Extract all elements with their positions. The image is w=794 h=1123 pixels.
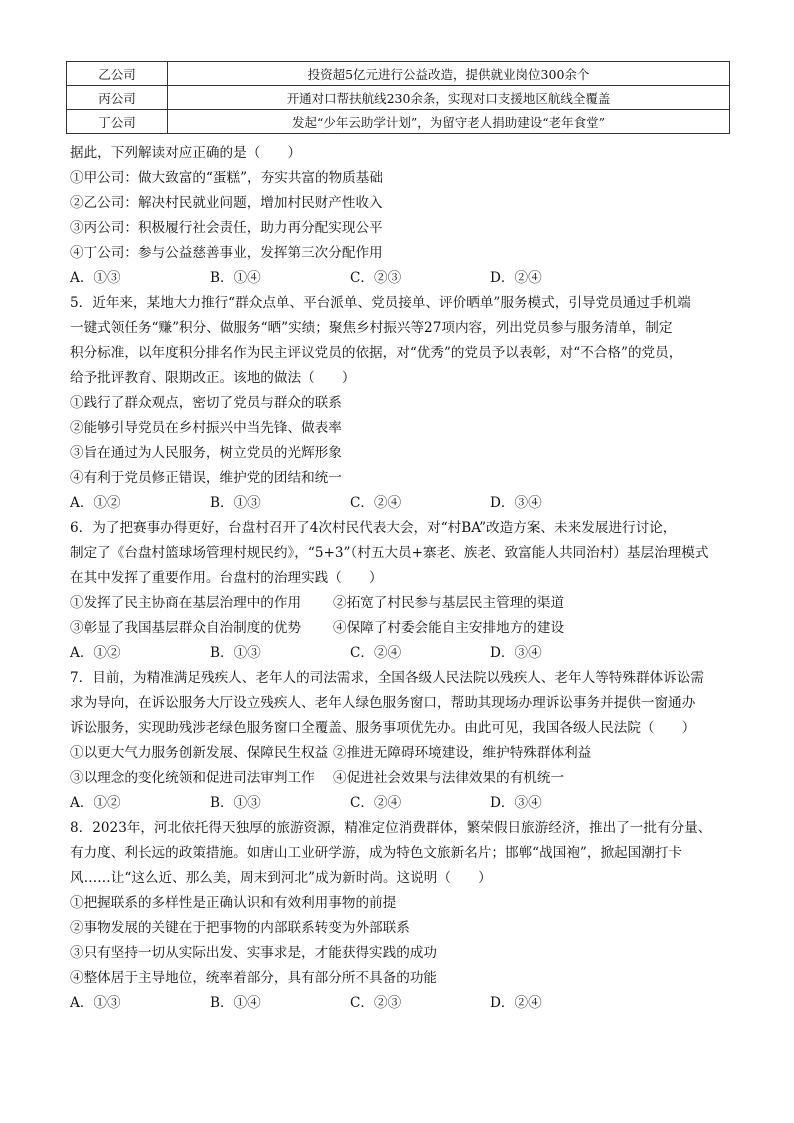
q4-statement-1: ①甲公司：做大致富的“蛋糕”，夯实共富的物质基础 xyxy=(70,170,383,186)
q7-stem-line-2: 求为导向，在诉讼服务大厅设立残疾人、老年人绿色服务窗口，帮助其现场办理诉讼事务并提供一窗通办 xyxy=(70,695,696,711)
q6-statements-row-2 xyxy=(70,616,738,641)
q6-statement-3: ③彰显了我国基层群众自治制度的优势 xyxy=(70,620,302,636)
q7-statement-4: ④促进社会效果与法律效果的有机统一 xyxy=(333,770,565,786)
option-b[interactable]: B．①③ xyxy=(210,495,261,511)
q7-stem-line-3: 诉讼服务，实现助残涉老绿色服务窗口全覆盖、服务事项优先办。由此可见，我国各级人民法院（ ） xyxy=(70,720,696,736)
company-desc: 开通对口帮扶航线230余条，实现对口支援地区航线全覆盖 xyxy=(168,86,730,110)
option-b[interactable]: B．①③ xyxy=(210,795,261,811)
table-row xyxy=(67,62,730,86)
q6-options xyxy=(70,641,738,666)
questions xyxy=(70,141,738,1016)
q7-statement-1: ①以更大气力服务创新发展、保障民生权益 xyxy=(70,745,329,761)
q7-statement-3: ③以理念的变化统领和促进司法审判工作 xyxy=(70,770,315,786)
q5-stem-line-3: 积分标准，以年度积分排名作为民主评议党员的依据，对“优秀”的党员予以表彰，对“不合格”的党员， xyxy=(70,345,683,361)
company-desc: 发起“少年云助学计划”，为留守老人捐助建设“老年食堂” xyxy=(168,110,730,134)
company-name: 丁公司 xyxy=(67,110,168,134)
q6-stem-line-3: 在其中发挥了重要作用。台盘村的治理实践（ ） xyxy=(70,570,383,586)
q4-statement-4: ④丁公司：参与公益慈善事业，发挥第三次分配作用 xyxy=(70,245,383,261)
option-d[interactable]: D．②④ xyxy=(490,995,542,1011)
q5-stem-line-2: 一键式领任务“赚”积分、做服务“晒”实绩；聚焦乡村振兴等27项内容，列出党员参与服务清单，制定 xyxy=(70,320,673,336)
q8-statement-3: ③只有坚持一切从实际出发、实事求是，才能获得实践的成功 xyxy=(70,945,438,961)
q5-statement-4: ④有利于党员修正错误，维护党的团结和统一 xyxy=(70,470,342,486)
q5-stem-line-1: 5．近年来，某地大力推行“群众点单、平台派单、党员接单、评价晒单”服务模式，引导党员通过手机端 xyxy=(70,295,691,311)
company-name: 丙公司 xyxy=(67,86,168,110)
option-c[interactable]: C．②④ xyxy=(350,495,402,511)
option-b[interactable]: B．①③ xyxy=(210,645,261,661)
q7-statements-row-2 xyxy=(70,766,738,791)
option-c[interactable]: C．②④ xyxy=(350,795,402,811)
q5-statement-3: ③旨在通过为人民服务，树立党员的光辉形象 xyxy=(70,445,342,461)
q6-stem-line-1: 6．为了把赛事办得更好，台盘村召开了4次村民代表大会，对“村BA”改造方案、未来发展进行讨论， xyxy=(70,520,677,536)
table-row xyxy=(67,110,730,134)
q5-stem-line-4: 给予批评教育、限期改正。该地的做法（ ） xyxy=(70,370,356,386)
option-b[interactable]: B．①④ xyxy=(210,270,261,286)
option-d[interactable]: D．③④ xyxy=(490,495,542,511)
option-d[interactable]: D．②④ xyxy=(490,270,542,286)
q8-statement-4: ④整体居于主导地位，统率着部分，具有部分所不具备的功能 xyxy=(70,970,438,986)
option-c[interactable]: C．②③ xyxy=(350,995,402,1011)
option-d[interactable]: D．③④ xyxy=(490,795,542,811)
q4-options xyxy=(70,266,738,291)
company-table xyxy=(66,61,730,134)
option-c[interactable]: C．②③ xyxy=(350,270,402,286)
company-desc: 投资超5亿元进行公益改造，提供就业岗位300余个 xyxy=(168,62,730,86)
option-a[interactable]: A．①③ xyxy=(70,995,121,1011)
q6-statement-4: ④保障了村委会能自主安排地方的建设 xyxy=(333,620,565,636)
q6-statement-2: ②拓宽了村民参与基层民主管理的渠道 xyxy=(333,595,565,611)
q7-statements-row-1 xyxy=(70,741,738,766)
q4-statement-2: ②乙公司：解决村民就业问题，增加村民财产性收入 xyxy=(70,195,383,211)
q8-statement-1: ①把握联系的多样性是正确认识和有效利用事物的前提 xyxy=(70,895,397,911)
q4-stem: 据此，下列解读对应正确的是（ ） xyxy=(70,145,302,161)
option-b[interactable]: B．①④ xyxy=(210,995,261,1011)
q6-stem-line-2: 制定了《台盘村篮球场管理村规民约》，“5+3”（村五大员+寨老、族老、致富能人共同治村）基层治理模式 xyxy=(70,545,709,561)
q4-statement-3: ③丙公司：积极履行社会责任，助力再分配实现公平 xyxy=(70,220,383,236)
q8-options xyxy=(70,991,738,1016)
q5-statement-2: ②能够引导党员在乡村振兴中当先锋、做表率 xyxy=(70,420,342,436)
q8-statement-2: ②事物发展的关键在于把事物的内部联系转变为外部联系 xyxy=(70,920,410,936)
q5-statement-1: ①践行了群众观点，密切了党员与群众的联系 xyxy=(70,395,342,411)
q7-stem-line-1: 7．目前，为精准满足残疾人、老年人的司法需求，全国各级人民法院以残疾人、老年人等特殊群体诉讼需 xyxy=(70,670,704,686)
q8-stem-line-3: 风……让“这么近、那么美，周末到河北”成为新时尚。这说明（ ） xyxy=(70,870,492,886)
option-a[interactable]: A．①② xyxy=(70,495,121,511)
company-name: 乙公司 xyxy=(67,62,168,86)
option-a[interactable]: A．①② xyxy=(70,645,121,661)
q6-statement-1: ①发挥了民主协商在基层治理中的作用 xyxy=(70,595,302,611)
option-d[interactable]: D．③④ xyxy=(490,645,542,661)
option-a[interactable]: A．①② xyxy=(70,795,121,811)
option-a[interactable]: A．①③ xyxy=(70,270,121,286)
q7-statement-2: ②推进无障碍环境建设，维护特殊群体利益 xyxy=(333,745,592,761)
q7-options xyxy=(70,791,738,816)
q5-options xyxy=(70,491,738,516)
q8-stem-line-2: 有力度、利长远的政策措施。如唐山工业研学游，成为特色文旅新名片；邯郸“战国袍”，掀起国潮打卡 xyxy=(70,845,683,861)
q6-statements-row-1 xyxy=(70,591,738,616)
table-row xyxy=(67,86,730,110)
q8-stem-line-1: 8．2023年，河北依托得天独厚的旅游资源，精准定位消费群体，繁荣假日旅游经济，推出了一批有分量、 xyxy=(70,820,712,836)
option-c[interactable]: C．②④ xyxy=(350,645,402,661)
